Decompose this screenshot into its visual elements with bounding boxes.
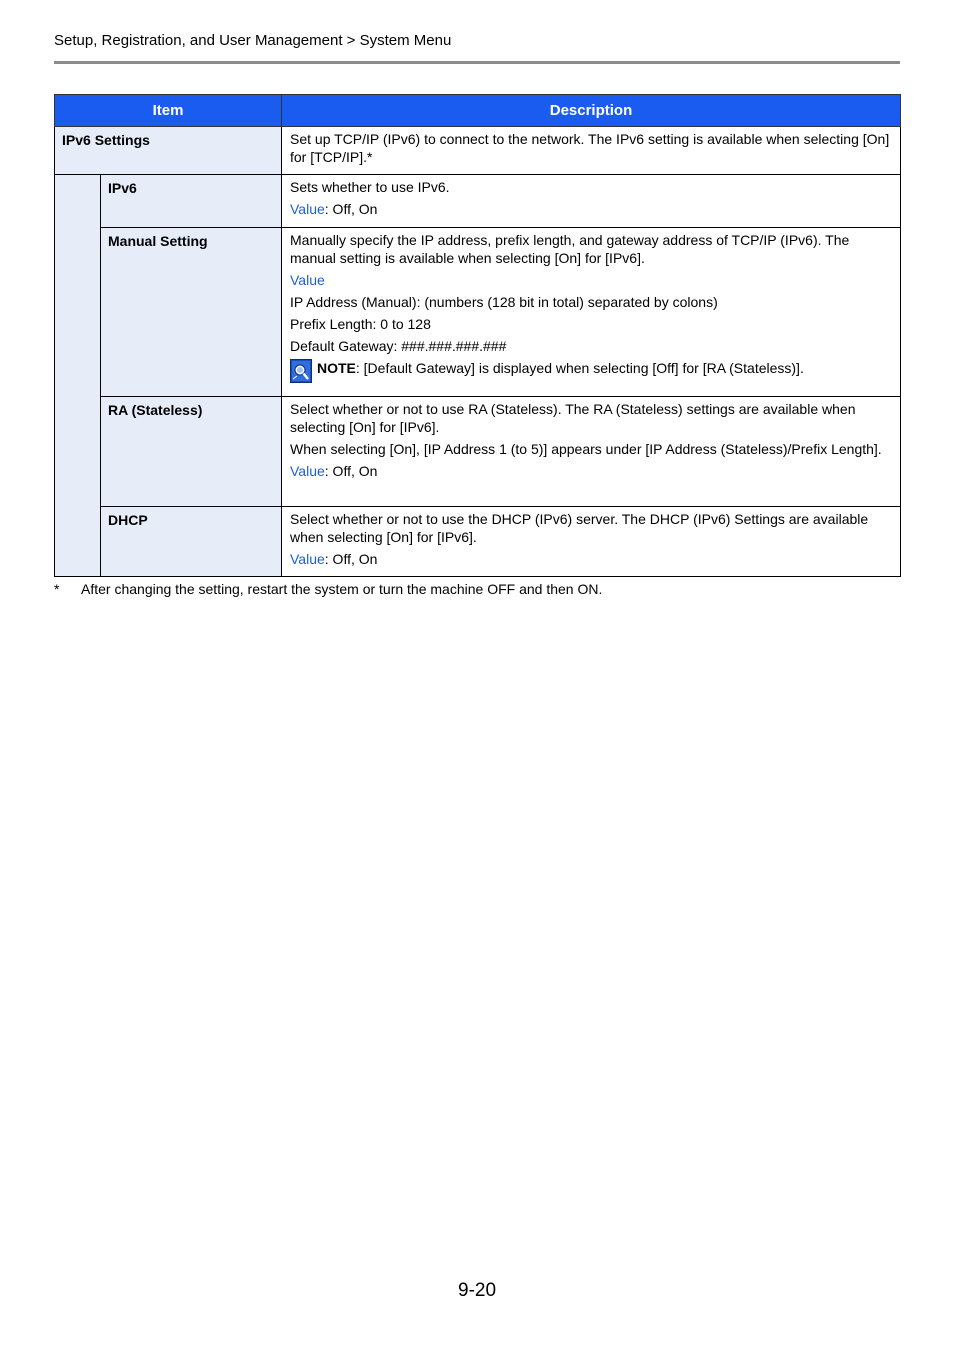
value-label: Value [290, 272, 325, 288]
value-label: Value [290, 201, 325, 217]
value-text: : Off, On [324, 551, 378, 567]
description-text: Sets whether to use IPv6. [290, 179, 450, 195]
description-ra-stateless [282, 397, 901, 507]
indent-spacer [55, 175, 101, 577]
column-header-item: Item [55, 95, 282, 127]
item-ipv6: IPv6 [101, 175, 282, 228]
breadcrumb: Setup, Registration, and User Management > System Menu [54, 32, 452, 49]
description-manual-setting [282, 228, 901, 397]
item-ipv6-settings: IPv6 Settings [55, 127, 282, 175]
item-manual-setting: Manual Setting [101, 228, 282, 397]
description-ipv6 [282, 175, 901, 228]
item-dhcp: DHCP [101, 507, 282, 577]
table-row [55, 507, 901, 577]
footnote [54, 581, 602, 597]
prefix-length-range: Prefix Length: 0 to 128 [290, 316, 431, 332]
page-number: 9-20 [458, 1280, 497, 1301]
header-divider [54, 61, 900, 64]
table-row [55, 127, 901, 175]
note-text [317, 359, 804, 377]
table-header-row [55, 95, 901, 127]
table-row [55, 397, 901, 507]
description-text: Manually specify the IP address, prefix length, and gateway address of TCP/IP (IPv6). The manual setting is available when selecting [On] for [IPv6]. [290, 232, 850, 266]
column-header-description: Description [282, 95, 901, 127]
footnote-marker: * [54, 581, 60, 597]
note-label: NOTE [317, 360, 356, 376]
note-icon [290, 359, 312, 383]
value-line [290, 200, 892, 218]
footnote-text: After changing the setting, restart the system or turn the machine OFF and then ON. [81, 581, 603, 597]
value-text: : Off, On [324, 463, 378, 479]
value-label: Value [290, 463, 325, 479]
settings-table [54, 94, 901, 577]
description-text: Select whether or not to use the DHCP (IPv6) server. The DHCP (IPv6) Settings are available when selecting [On] for [IPv6]. [290, 511, 869, 545]
default-gateway-format: Default Gateway: ###.###.###.### [290, 338, 507, 354]
value-line [290, 462, 892, 480]
note [290, 359, 892, 383]
ip-address-range: IP Address (Manual): (numbers (128 bit in total) separated by colons) [290, 294, 718, 310]
description-text: Set up TCP/IP (IPv6) to connect to the network. The IPv6 setting is available when selecting [On] for [TCP/IP].* [290, 131, 890, 165]
description-ipv6-settings [282, 127, 901, 175]
note-body: : [Default Gateway] is displayed when selecting [Off] for [RA (Stateless)]. [355, 360, 804, 376]
value-label: Value [290, 551, 325, 567]
table-row [55, 175, 901, 228]
table-row [55, 228, 901, 397]
item-ra-stateless: RA (Stateless) [101, 397, 282, 507]
description-text: Select whether or not to use RA (Stateless). The RA (Stateless) settings are available when selecting [On] for [IPv6]. [290, 401, 856, 435]
value-line [290, 550, 892, 568]
value-text: : Off, On [324, 201, 378, 217]
description-dhcp [282, 507, 901, 577]
description-text: When selecting [On], [IP Address 1 (to 5)] appears under [IP Address (Stateless)/Prefix Length]. [290, 441, 882, 457]
